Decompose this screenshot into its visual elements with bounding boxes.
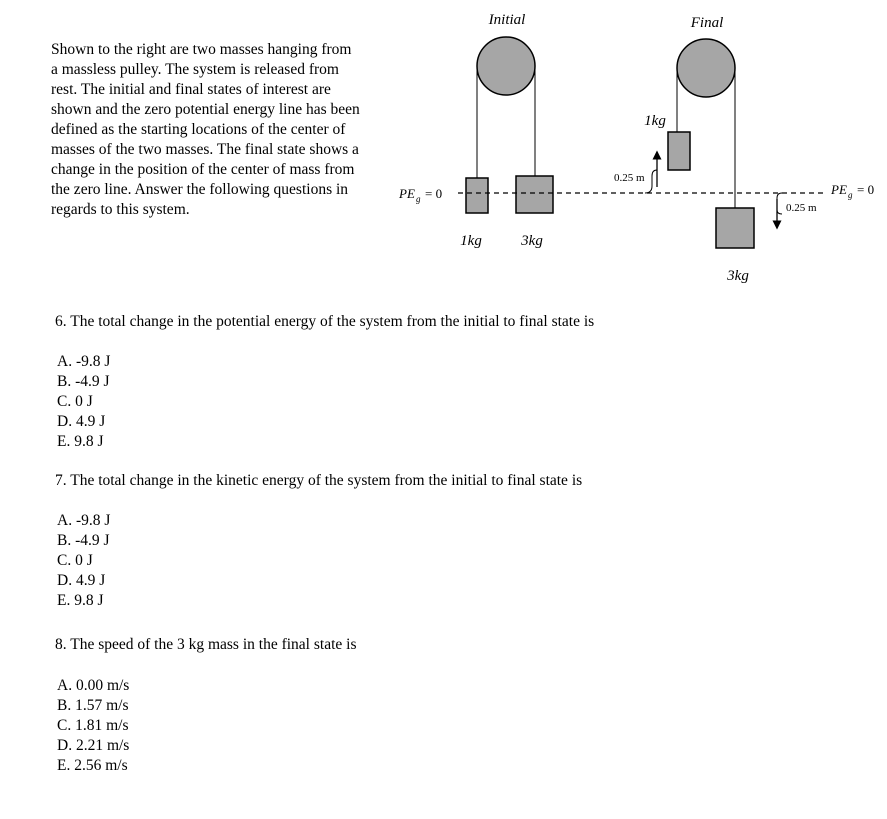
shift-down-label: 0.25 m <box>786 202 817 214</box>
choice-6e[interactable]: E. 9.8 J <box>57 433 104 450</box>
svg-text:g: g <box>848 190 853 200</box>
initial-mass-1kg-label: 1kg <box>460 233 482 249</box>
shift-up-label: 0.25 m <box>614 172 645 184</box>
initial-mass-3kg-label: 3kg <box>521 233 543 249</box>
final-mass-3kg-label: 3kg <box>727 268 749 284</box>
choice-7b[interactable]: B. -4.9 J <box>57 532 110 549</box>
choice-8c[interactable]: C. 1.81 m/s <box>57 717 129 734</box>
question-6-choices <box>57 352 110 452</box>
initial-label: Initial <box>488 12 526 28</box>
choice-6b[interactable]: B. -4.9 J <box>57 373 110 390</box>
final-pulley <box>677 39 735 97</box>
pe-label-right <box>830 182 874 200</box>
final-mass-1kg-label: 1kg <box>644 113 666 129</box>
choice-8d[interactable]: D. 2.21 m/s <box>57 737 130 754</box>
choice-7a[interactable]: A. -9.8 J <box>57 512 111 529</box>
svg-text:PE: PE <box>831 182 847 197</box>
final-block-3kg <box>716 208 754 248</box>
choice-8b[interactable]: B. 1.57 m/s <box>57 697 129 714</box>
question-7: 7. The total change in the kinetic energy of the system from the initial to final state is <box>55 472 583 489</box>
initial-block-3kg <box>516 176 553 213</box>
choice-7e[interactable]: E. 9.8 J <box>57 592 104 609</box>
final-block-1kg <box>668 132 690 170</box>
final-label: Final <box>690 15 724 31</box>
choice-7d[interactable]: D. 4.9 J <box>57 572 106 589</box>
svg-text:g: g <box>416 194 421 204</box>
question-8-choices <box>57 676 129 776</box>
question-7-choices <box>57 511 110 611</box>
initial-pulley <box>477 37 535 95</box>
question-8: 8. The speed of the 3 kg mass in the final state is <box>55 636 357 653</box>
choice-6a[interactable]: A. -9.8 J <box>57 353 111 370</box>
choice-8e[interactable]: E. 2.56 m/s <box>57 757 128 774</box>
svg-text:= 0: = 0 <box>857 182 875 197</box>
choice-8a[interactable]: A. 0.00 m/s <box>57 677 130 694</box>
svg-text:= 0: = 0 <box>425 186 443 201</box>
intro-text: Shown to the right are two masses hanging from a massless pulley. The system is released from rest. The initial and final states of interest are shown and the zero potential energy line has been defined as the starting locations of the center of masses of the two masses. The final state shows a change in the position of the center of mass from the zero line. Answer the following questions in regards to this system. <box>51 41 360 218</box>
choice-6c[interactable]: C. 0 J <box>57 393 93 410</box>
pe-label-left <box>398 186 442 204</box>
shift-down-marker <box>777 193 817 225</box>
choice-7c[interactable]: C. 0 J <box>57 552 93 569</box>
pulley-diagram <box>0 0 887 300</box>
initial-block-1kg <box>466 178 488 213</box>
question-6: 6. The total change in the potential energy of the system from the initial to final state is <box>55 313 595 330</box>
shift-up-marker <box>614 155 657 193</box>
choice-6d[interactable]: D. 4.9 J <box>57 413 106 430</box>
svg-text:PE: PE <box>399 186 415 201</box>
